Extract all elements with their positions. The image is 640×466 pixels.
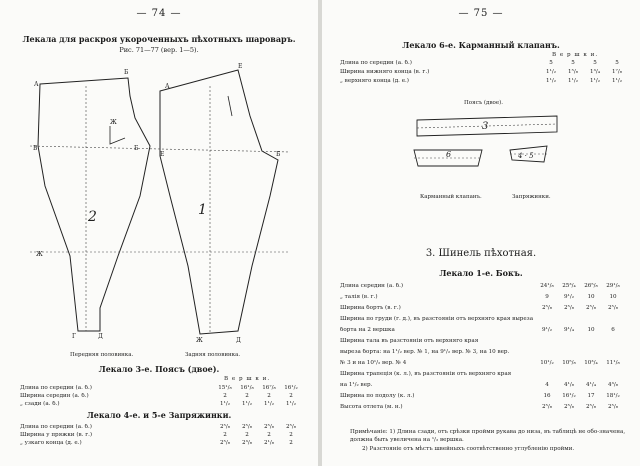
svg-text:Б: Б (134, 145, 139, 152)
back-half-label: Задняя половинка. (185, 352, 241, 358)
svg-text:3: 3 (482, 121, 489, 132)
row-value: 2⁵/₈ (242, 424, 252, 430)
svg-text:Д: Д (236, 337, 241, 344)
big-heading: 3. Шинель пѣхотная. (425, 248, 537, 259)
svg-text:А: А (165, 83, 170, 90)
row-value: 1¹/₂ (242, 401, 252, 407)
row-label: Длина середин (а. б.) (340, 283, 404, 289)
table-row (340, 78, 622, 86)
row-value: 2⁵/₈ (564, 305, 574, 311)
row-value: 2⁵/₈ (608, 305, 618, 311)
row-value: 4¹/₈ (564, 382, 574, 388)
row-label: Ширина бортъ (в. г.) (340, 305, 401, 311)
row-value: 5 (571, 60, 575, 66)
row-label: „ узкаго конца (д. е.) (20, 440, 82, 446)
row-value: 2⁵/₈ (542, 404, 552, 410)
row-value: 2⁵/₈ (542, 305, 552, 311)
row-label: „ талія (в. г.) (340, 294, 378, 300)
row-value: 1¹/₂ (220, 401, 230, 407)
table-row (340, 338, 536, 346)
row-value: 2 (245, 393, 249, 399)
svg-text:Г: Г (72, 333, 76, 340)
row-label: Высота отлета (м. н.) (340, 404, 403, 410)
row-value: 16 (543, 393, 551, 399)
table-row (340, 305, 618, 313)
page-number: — 75 — (458, 8, 504, 19)
row-value: 29¹/₈ (606, 283, 620, 289)
row-value: 1⁷/₈ (612, 69, 622, 75)
left-page (0, 0, 318, 466)
row-label: „ верхняго конца (д. е.) (340, 78, 409, 84)
row-value: 2⁵/₈ (564, 404, 574, 410)
row-value: 4¹/₄ (586, 382, 596, 388)
row-value: 5 (615, 60, 619, 66)
row-label: Ширина трапеція (к. л.), въ разстояніи отъ верхняго края (340, 371, 512, 377)
svg-text:Е: Е (238, 63, 243, 70)
row-value: 1¹/₂ (612, 78, 622, 84)
svg-text:Д: Д (98, 333, 103, 340)
figure-caption: Рис. 71—77 (вер. 1—5). (119, 46, 199, 54)
row-value: 2³/₈ (242, 440, 252, 446)
row-label: Ширина нижняго конца (в. г.) (340, 69, 430, 75)
trouser-pattern-drawing (0, 56, 318, 346)
row-value: 24¹/₈ (540, 283, 554, 289)
row-value: 1¹/₂ (264, 401, 274, 407)
row-value: 2⁵/₈ (286, 424, 296, 430)
note-2: 2) Разстояніе отъ мѣстъ швейныхъ соотвѣтственно углубленію пройми. (362, 446, 575, 452)
row-value: 2⁵/₈ (220, 440, 230, 446)
flap-caption: Карманный клапанъ. (420, 194, 482, 200)
row-label: Ширина у пряжки (в. г.) (20, 432, 93, 438)
row-value: 25³/₄ (562, 283, 576, 289)
row-value: 2 (289, 440, 293, 446)
row-value: 2 (223, 393, 227, 399)
belt-flap-drawing (322, 110, 640, 190)
svg-text:Б: Б (124, 69, 129, 76)
row-value: 4 (545, 382, 549, 388)
svg-text:А: А (34, 81, 39, 88)
note-1: Примѣчаніе: 1) Длина сзади, отъ срѣзки пройми рукава до низа, въ таблицѣ не обо-значена, должна быть увеличена на ¹/₂ вершка. (350, 429, 626, 443)
svg-text:2: 2 (88, 209, 97, 225)
row-label: № 3 и на 10¹/₂ вер. № 4 (340, 360, 407, 366)
table-row (340, 393, 620, 401)
row-value: 2⁵/₈ (264, 424, 274, 430)
row-value: 2 (267, 393, 271, 399)
row-label: Ширина тала въ разстояніи отъ верхняго края (340, 338, 479, 344)
row-value: 9¹/₂ (542, 327, 552, 333)
table-row (20, 393, 293, 401)
section-6-title: Лекало 6-е. Карманный клапанъ. (402, 40, 560, 50)
row-value: 9¹/₂ (564, 294, 574, 300)
row-value: 26⁵/₈ (584, 283, 598, 289)
table-row (20, 432, 293, 440)
table-row (340, 69, 622, 77)
section-1-title: Лекало 1-е. Бокъ. (439, 268, 523, 278)
row-value: 1⁵/₈ (568, 69, 578, 75)
row-value: 5 (593, 60, 597, 66)
table-row (20, 424, 296, 432)
row-value: 16¹/₈ (240, 385, 254, 391)
svg-text:1: 1 (198, 202, 207, 218)
row-value: 2⁵/₈ (586, 305, 596, 311)
row-label: „ сзади (а. б.) (20, 401, 60, 407)
row-value: 9 (545, 294, 549, 300)
section-45-title: Лекало 4-е. и 5-е Запряжинки. (86, 410, 232, 420)
row-value: 2 (267, 432, 271, 438)
table-row (20, 385, 298, 393)
svg-text:4 · 5: 4 · 5 (518, 152, 534, 160)
table-row (340, 283, 620, 291)
row-label: Ширина середин (а. б.) (20, 393, 89, 399)
table-row (340, 371, 536, 379)
svg-text:Е: Е (160, 151, 165, 158)
page-number: — 74 — (136, 8, 182, 19)
row-label: Длина по середин (а. б.) (340, 60, 412, 66)
svg-text:Ж: Ж (196, 337, 203, 344)
row-label: Длина по середин (а. б.) (20, 385, 92, 391)
table-row (20, 440, 293, 448)
row-value: 2⁵/₈ (220, 424, 230, 430)
row-value: 2 (245, 432, 249, 438)
row-value: 1¹/₂ (286, 401, 296, 407)
svg-text:Ж: Ж (36, 251, 43, 258)
svg-text:Б: Б (276, 151, 281, 158)
row-value: 1¹/₂ (546, 78, 556, 84)
row-value: 4³/₈ (608, 382, 618, 388)
row-value: 18¹/₂ (606, 393, 620, 399)
section-3-title: Лекало 3-е. Поясъ (двое). (98, 364, 220, 374)
table-row (340, 360, 620, 368)
vershki-header: В е р ш к и. (224, 376, 271, 382)
svg-text:6: 6 (446, 150, 452, 159)
row-value: 16¹/₂ (284, 385, 298, 391)
row-value: 10¹/₂ (540, 360, 554, 366)
row-value: 2 (223, 432, 227, 438)
row-value: 10 (587, 294, 595, 300)
table-row (340, 316, 536, 324)
row-value: 15¹/₈ (218, 385, 232, 391)
row-value: 6 (611, 327, 615, 333)
table-row (340, 327, 615, 335)
row-label: выреза борта: на 1¹/₂ вер. № 1, на 9¹/₂ вер. № 3, на 10 вер. (340, 349, 510, 355)
row-value: 9¹/₄ (564, 327, 574, 333)
row-value: 1³/₄ (590, 69, 600, 75)
table-row (20, 401, 296, 409)
belt-caption: Поясъ (двое). (464, 100, 503, 106)
svg-text:В: В (33, 145, 38, 152)
row-value: 16⁷/₈ (262, 385, 276, 391)
clasp-caption: Запряжинки. (512, 194, 551, 200)
row-value: 17 (587, 393, 595, 399)
row-value: 10³/₄ (584, 360, 598, 366)
vershki-header: В е р ш к и. (552, 52, 599, 58)
row-label: борта на 2 вершка (340, 327, 395, 333)
row-value: 1¹/₂ (546, 69, 556, 75)
front-half-label: Передняя половинка. (70, 352, 134, 358)
row-value: 10 (609, 294, 617, 300)
row-label: Длина по середин (а. б.) (20, 424, 92, 430)
page-title: Лекала для раскроя укороченныхъ пѣхотныхъ шароваръ. (22, 34, 296, 44)
row-value: 2⁵/₈ (586, 404, 596, 410)
row-value: 11¹/₈ (606, 360, 620, 366)
row-value: 2⁵/₈ (608, 404, 618, 410)
table-row (340, 382, 618, 390)
row-value: 10⁵/₈ (562, 360, 576, 366)
row-value: 10 (587, 327, 595, 333)
row-label: на 1¹/₂ вер. (340, 382, 373, 388)
table-row (340, 404, 618, 412)
row-value: 1¹/₂ (568, 78, 578, 84)
row-value: 2¹/₈ (264, 440, 274, 446)
table-row (340, 294, 617, 302)
row-value: 1¹/₂ (590, 78, 600, 84)
table-row (340, 349, 536, 357)
row-label: Ширина по груди (г. д.), въ разстояніи отъ верхняго края выреза (340, 316, 534, 322)
table-row (340, 60, 619, 68)
svg-text:Ж: Ж (110, 119, 117, 126)
row-value: 16¹/₂ (562, 393, 576, 399)
row-value: 5 (549, 60, 553, 66)
right-page (322, 0, 640, 466)
row-label: Ширина по подолу (к. л.) (340, 393, 415, 399)
row-value: 2 (289, 432, 293, 438)
row-value: 2 (289, 393, 293, 399)
